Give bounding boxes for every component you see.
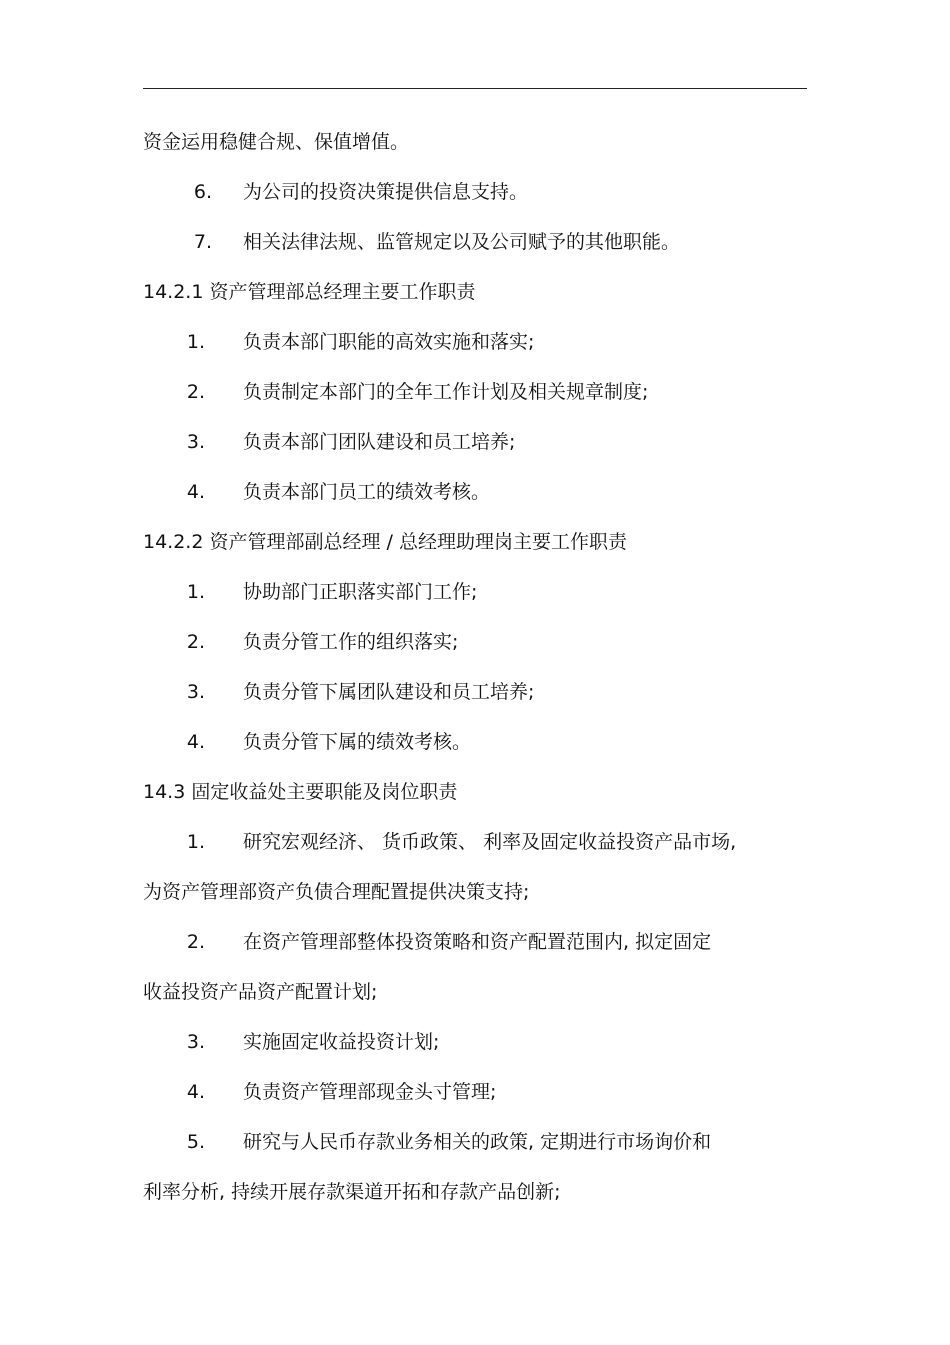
list-item-continuation: 利率分析, 持续开展存款渠道开拓和存款产品创新;: [143, 1181, 561, 1203]
list-item-text: 负责本部门员工的绩效考核。: [243, 481, 491, 503]
list-number: 3.: [186, 681, 205, 703]
list-number: 1.: [186, 831, 205, 853]
section-heading: 14.3 固定收益处主要职能及岗位职责: [143, 781, 458, 803]
list-item-text: 负责制定本部门的全年工作计划及相关规章制度;: [243, 381, 649, 403]
list-item-text: 负责分管工作的组织落实;: [243, 631, 459, 653]
list-item-text: 负责本部门职能的高效实施和落实;: [243, 331, 535, 353]
list-item-text: 实施固定收益投资计划;: [243, 1031, 440, 1053]
list-item-text: 负责资产管理部现金头寸管理;: [243, 1081, 497, 1103]
list-item-text: 在资产管理部整体投资策略和资产配置范围内, 拟定固定: [243, 931, 712, 953]
list-item-text: 研究宏观经济、 货币政策、 利率及固定收益投资产品市场,: [243, 831, 737, 853]
list-item-text: 研究与人民币存款业务相关的政策, 定期进行市场询价和: [243, 1131, 712, 1153]
list-item-text: 负责分管下属的绩效考核。: [243, 731, 472, 753]
list-number: 2.: [186, 381, 205, 403]
list-item-text: 相关法律法规、监管规定以及公司赋予的其他职能。: [243, 231, 681, 253]
list-number: 2.: [186, 931, 205, 953]
list-number: 1.: [186, 331, 205, 353]
list-item-text: 协助部门正职落实部门工作;: [243, 581, 478, 603]
list-item-continuation: 为资产管理部资产负债合理配置提供决策支持;: [143, 881, 530, 903]
header-rule: [143, 88, 807, 89]
section-heading: 14.2.2 资产管理部副总经理 / 总经理助理岗主要工作职责: [143, 531, 627, 553]
list-number: 4.: [186, 1081, 205, 1103]
list-item-text: 为公司的投资决策提供信息支持。: [243, 181, 529, 203]
list-number: 6.: [193, 181, 212, 203]
list-item-continuation: 收益投资产品资产配置计划;: [143, 981, 378, 1003]
list-number: 5.: [186, 1131, 205, 1153]
list-number: 2.: [186, 631, 205, 653]
body-text-line: 资金运用稳健合规、保值增值。: [143, 131, 410, 153]
list-item-text: 负责分管下属团队建设和员工培养;: [243, 681, 535, 703]
section-heading: 14.2.1 资产管理部总经理主要工作职责: [143, 281, 476, 303]
list-item-text: 负责本部门团队建设和员工培养;: [243, 431, 516, 453]
list-number: 7.: [193, 231, 212, 253]
list-number: 3.: [186, 431, 205, 453]
list-number: 4.: [186, 481, 205, 503]
list-number: 3.: [186, 1031, 205, 1053]
list-number: 4.: [186, 731, 205, 753]
list-number: 1.: [186, 581, 205, 603]
